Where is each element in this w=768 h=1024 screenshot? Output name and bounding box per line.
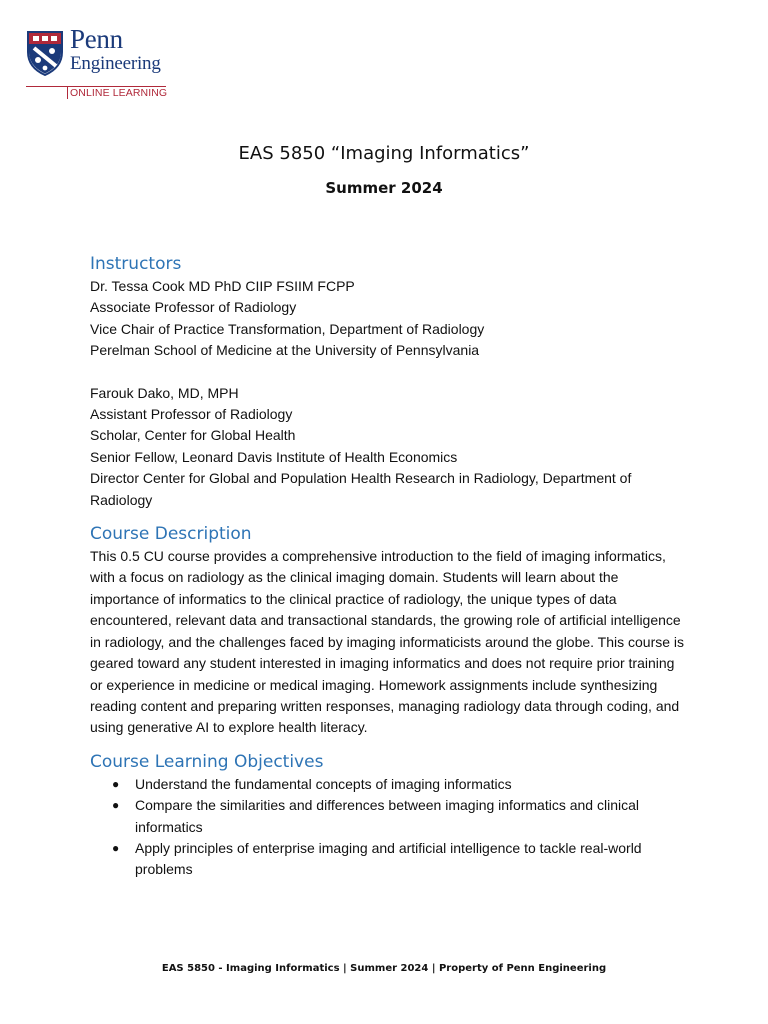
logo-tagline-divider	[67, 87, 68, 99]
instructor-entry	[90, 383, 690, 511]
document-title: EAS 5850 “Imaging Informatics”	[238, 143, 530, 164]
spacer	[90, 739, 690, 750]
objective-text: Apply principles of enterprise imaging and artificial intelligence to tackle real-world problems	[135, 839, 642, 878]
course-description-heading: Course Description	[90, 524, 252, 545]
objective-text: Compare the similarities and differences between imaging informatics and clinical informatics	[135, 797, 639, 835]
instructor-line: Assistant Professor of Radiology	[90, 406, 293, 423]
instructor-line: Perelman School of Medicine at the University of Pennsylvania	[90, 342, 480, 359]
objective-text: Understand the fundamental concepts of imaging informatics	[135, 775, 512, 792]
logo-penn-text: Penn	[70, 24, 123, 54]
penn-engineering-logo	[26, 24, 176, 100]
instructor-line: Director Center for Global and Population Health Research in Radiology, Department of	[90, 470, 632, 487]
page-footer: EAS 5850 - Imaging Informatics | Summer 2024 | Property of Penn Engineering	[161, 963, 607, 974]
list-item	[90, 838, 690, 881]
spacer	[90, 511, 690, 522]
instructor-line: Associate Professor of Radiology	[90, 299, 297, 316]
instructor-line: Senior Fellow, Leonard Davis Institute of Health Economics	[90, 448, 458, 465]
instructor-line: Radiology	[90, 491, 153, 508]
bullet-icon: ●	[112, 798, 120, 813]
spacer	[90, 362, 690, 383]
document-body	[90, 252, 690, 881]
penn-shield-icon	[26, 30, 64, 76]
bullet-icon: ●	[112, 840, 120, 855]
instructors-heading: Instructors	[90, 254, 182, 274]
document-subtitle: Summer 2024	[325, 179, 443, 197]
course-description-text: This 0.5 CU course provides a comprehensive introduction to the field of imaging informatics, with a focus on radiology as the clinical imaging domain. Students will learn about the importance of informatics to the clinical practice of radiology, the unique types of data encountered, relevant data and transactional standards, the growing role of artificial intelligence in radiology, and the challenges faced by imaging informaticists around the globe. This course is geared toward any student interested in imaging informatics and does not require prior training or experience in medicine or medical imaging. Homework assignments include synthesizing reading content and preparing written responses, managing radiology data through coding, and using generative AI to explore health literacy.	[90, 548, 685, 736]
instructor-line: Dr. Tessa Cook MD PhD CIIP FSIIM FCPP	[90, 278, 355, 294]
learning-objectives-list	[90, 774, 690, 881]
logo-wordmark	[70, 26, 161, 73]
logo-engineering-text: Engineering	[70, 53, 161, 74]
list-item	[90, 774, 690, 795]
logo-tagline: ONLINE LEARNING	[70, 87, 168, 99]
instructor-line: Scholar, Center for Global Health	[90, 427, 296, 444]
bullet-icon: ●	[112, 776, 120, 791]
learning-objectives-heading: Course Learning Objectives	[90, 751, 324, 772]
list-item	[90, 795, 690, 838]
instructor-line: Farouk Dako, MD, MPH	[90, 384, 239, 401]
instructor-entry	[90, 276, 690, 362]
instructor-line: Vice Chair of Practice Transformation, Department of Radiology	[90, 320, 485, 337]
